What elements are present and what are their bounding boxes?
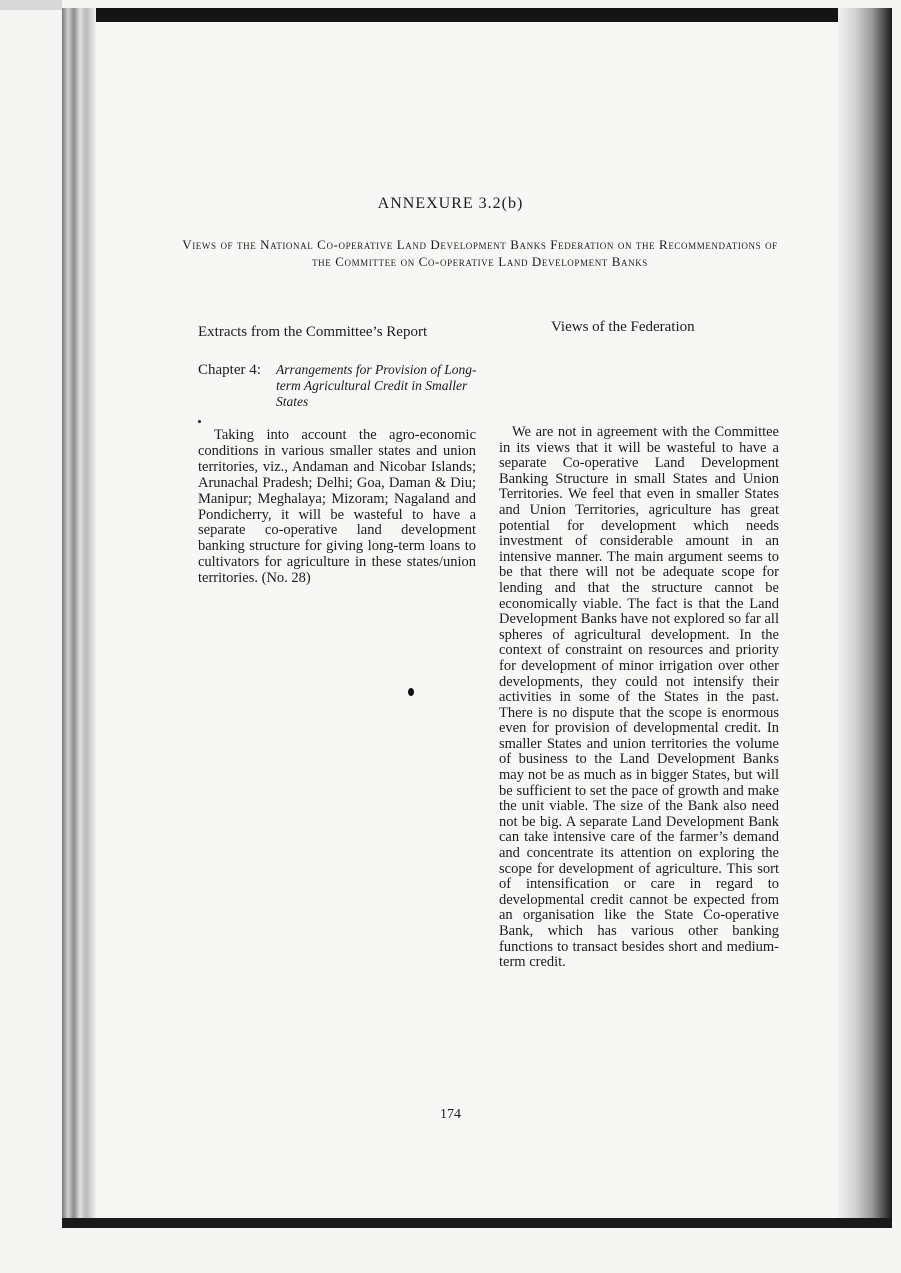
- book-edge-right: [838, 8, 892, 1228]
- book-edge-top: [62, 8, 892, 22]
- chapter-heading: [198, 362, 477, 409]
- ink-mark: [408, 688, 414, 696]
- book-spine-left: [62, 8, 96, 1228]
- page-number: 174: [440, 1107, 461, 1122]
- scan-corner: [0, 0, 62, 10]
- book-edge-bottom: [62, 1218, 892, 1228]
- document-subtitle: Views of the National Co-operative Land Development Banks Federation on the Recommendations of the Committee on Co-operative Land Development Banks: [182, 237, 778, 269]
- annexure-title: ANNEXURE 3.2(b): [377, 195, 524, 212]
- chapter-label: Chapter 4:: [198, 362, 261, 378]
- left-column-heading: Extracts from the Committee’s Report: [198, 324, 428, 340]
- federation-views-paragraph: We are not in agreement with the Committee in its views that it will be wasteful to have a separate Co-operative Land Development Banking Structure in small States and Union Territories. We feel that even in smaller States and Union Territories, agriculture has great potential for development which needs investment of considerable amount in an intensive manner. The main argument seems to be that there will not be adequate scope for lending and that the structure cannot be economically viable. The fact is that the Land Development Banks have not explored so far all spheres of agricultural development. In the context of constraint on resources and priority for development of minor irrigation over other developments, they could not intensify their activities in some of the States in the past. There is no dispute that the scope is enormous even for provision of developmental credit. In smaller States and union territories the volume of business to the Land Development Banks may not be as much as in bigger States, but will be sufficient to set the pace of growth and make the unit viable. The size of the Bank also need not be big. A separate Land Development Bank can take intensive care of the farmer’s demand and concentrate its attention on exploring the scope for development of agriculture. This sort of intensification or care in regard to developmental credit cannot be expected from an organisation like the State Co-operative Bank, which has various other banking functions to transact besides short and medium-term credit.: [499, 424, 779, 971]
- right-column-heading: Views of the Federation: [551, 319, 695, 335]
- chapter-title: Arrangements for Provision of Long-term Agricultural Credit in Smaller States: [276, 362, 477, 409]
- ink-mark: [198, 420, 201, 423]
- committee-extract-paragraph: Taking into account the agro-economic conditions in various smaller states and union territories, viz., Andaman and Nicobar Islands; Arunachal Pradesh; Delhi; Goa, Daman & Diu; Manipur; Meghalaya; Mizoram; Nagaland and Pondicherry, it will be wasteful to have a separate co-operative land development banking structure for giving long-term loans to cultivators for agriculture in these states/union territories. (No. 28): [198, 427, 476, 587]
